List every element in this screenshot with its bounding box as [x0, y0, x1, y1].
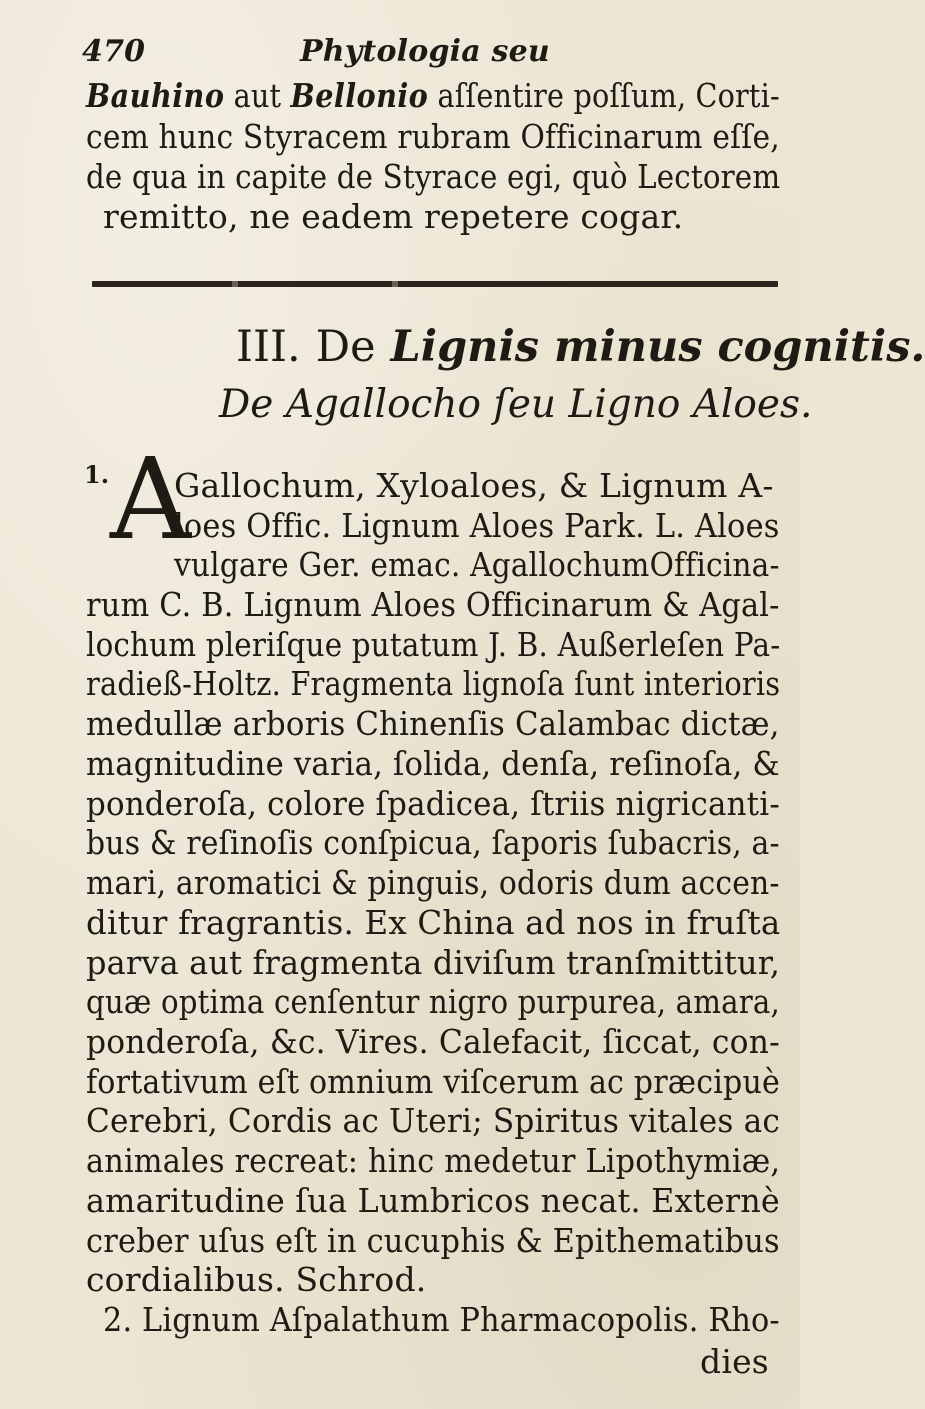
running-header — [82, 34, 772, 78]
entry-line: cordialibus. Schrod. — [86, 1260, 427, 1299]
entry-line: Gallochum, Xyloaloes, & Lignum A- — [174, 466, 774, 505]
section-number: III. — [236, 322, 301, 372]
intro-text: aſſentire poſſum, Corti- — [428, 76, 780, 115]
subsection-heading: De Agallocho ſeu Ligno Aloes. — [219, 382, 813, 427]
author-bauhino: Bauhino — [86, 76, 225, 115]
entry-line: ditur fragrantis. Ex China ad nos in fruſta — [86, 903, 781, 942]
entry-line: amaritudine ſua Lumbricos necat. Externè — [86, 1181, 780, 1220]
entry-line: bus & reſinoſis conſpicua, ſaporis ſubacris, a- — [86, 823, 780, 862]
intro-line-4: remitto, ne eadem repetere cogar. — [103, 197, 684, 236]
intro-line-1 — [86, 77, 780, 114]
ornamental-rule — [92, 281, 778, 287]
section-word-de: De — [315, 322, 376, 372]
entry-line: loes Offic. Lignum Aloes Park. L. Aloes — [174, 506, 780, 545]
intro-line-2: cem hunc Styracem rubram Officinarum eſſe, — [86, 117, 780, 156]
entry-line: Cerebri, Cordis ac Uteri; Spiritus vitales ac — [86, 1101, 781, 1140]
intro-line-3: de qua in capite de Styrace egi, quò Lectorem — [86, 157, 781, 196]
running-title: Phytologia seu — [300, 34, 550, 69]
entry-line: vulgare Ger. emac. AgallochumOfficina- — [174, 545, 780, 584]
section-title: Lignis minus cognitis. — [390, 322, 925, 372]
entry-line: quæ optima cenſentur nigro purpurea, amara, — [86, 982, 780, 1021]
page-number: 470 — [82, 34, 146, 69]
entry-line: animales recreat: hinc medetur Lipothymiæ, — [86, 1141, 781, 1180]
entry-line: parva aut fragmenta diviſum tranſmittitur, — [86, 943, 781, 982]
entry-line: fortativum eſt omnium viſcerum ac præcipuè — [86, 1062, 780, 1101]
entry-line: lochum pleriſque putatum J. B. Außerleſen Pa- — [86, 625, 781, 664]
entry-line: ponderoſa, colore ſpadicea, ſtriis nigricanti- — [86, 784, 780, 823]
entry-line: creber uſus eſt in cucuphis & Epithematibus — [86, 1221, 780, 1260]
entry-line: magnitudine varia, ſolida, denſa, reſinoſa, & — [86, 744, 780, 783]
intro-text: aut — [224, 76, 291, 115]
section-heading — [236, 322, 925, 372]
entry-line: rum C. B. Lignum Aloes Officinarum & Agal- — [86, 585, 780, 624]
catchword: dies — [700, 1342, 769, 1381]
author-bellonio: Bellonio — [290, 76, 429, 115]
entry-line: mari, aromatici & pinguis, odoris dum accen- — [86, 863, 780, 902]
entry-line: medullæ arboris Chinenſis Calambac dictæ, — [86, 704, 780, 743]
drop-cap: A — [110, 435, 191, 565]
entry-2-line: 2. Lignum Aſpalathum Pharmacopolis. Rho- — [103, 1300, 780, 1339]
entry-number: 1. — [84, 460, 110, 489]
entry-line: ponderoſa, &c. Vires. Calefacit, ſiccat, con- — [86, 1022, 780, 1061]
entry-line: radieß-Holtz. Fragmenta lignoſa ſunt interioris — [86, 664, 781, 703]
